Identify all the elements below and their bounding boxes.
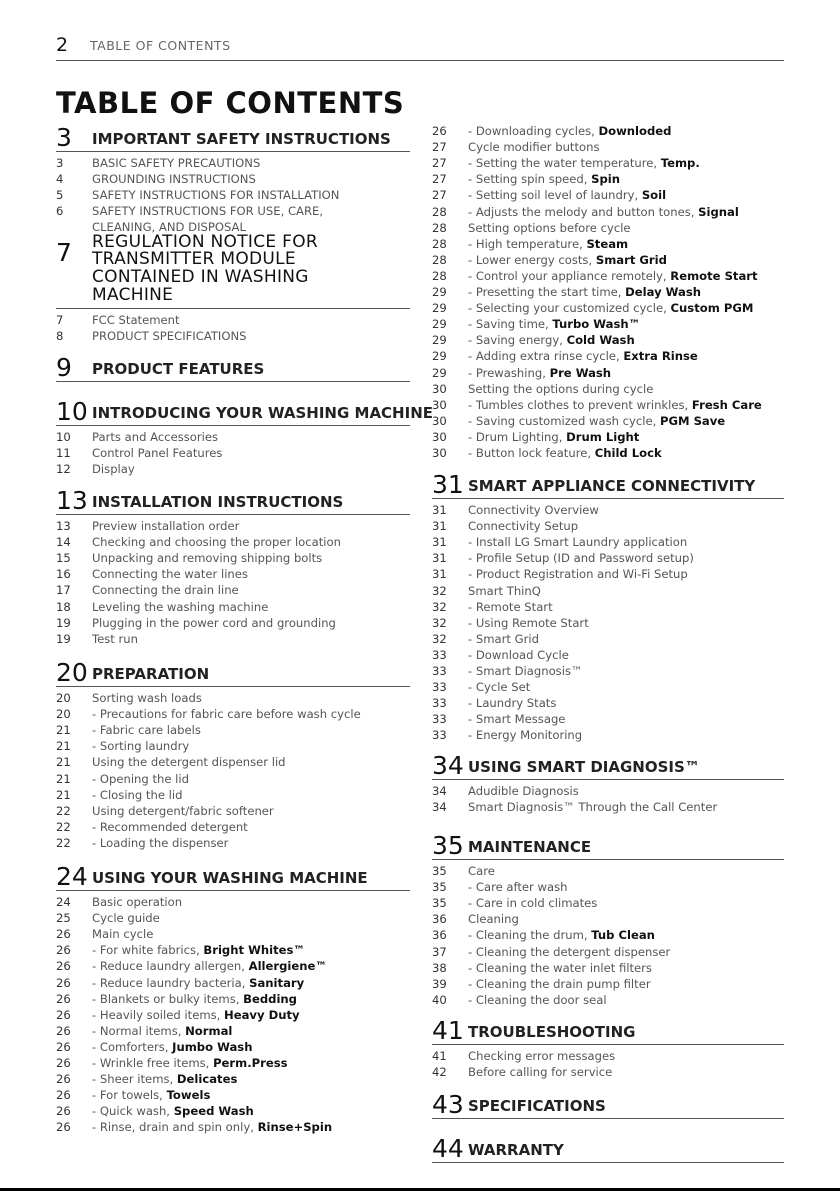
section-title: SMART APPLIANCE CONNECTIVITY [468, 477, 756, 496]
entry-title: - Setting spin speed, Spin [468, 172, 621, 187]
entry-title: Using the detergent dispenser lid [92, 755, 286, 770]
entry-title: - Button lock feature, Child Lock [468, 446, 662, 460]
entry-title: Before calling for service [468, 1065, 613, 1080]
entry-title: Unpacking and removing shipping bolts [92, 551, 323, 566]
entry-page-number: 13 [56, 519, 71, 533]
entry-page-number: 39 [432, 976, 447, 991]
section-heading[interactable] [56, 351, 410, 382]
entry-title: - Cleaning the drain pump filter [468, 976, 651, 991]
entry-title: - For white fabrics, Bright Whites™ [92, 943, 305, 958]
entry-title: Using detergent/fabric softener [92, 803, 274, 818]
entry-page-number: 17 [56, 583, 71, 598]
entry-cycle-name: Downloded [598, 124, 672, 138]
entry-page-number: 30 [432, 397, 447, 412]
entry-title: - Saving time, Turbo Wash™ [468, 317, 641, 332]
entry-title: Smart ThinQ [468, 583, 541, 598]
entry-page-number: 28 [432, 252, 447, 267]
section-title: IMPORTANT SAFETY INSTRUCTIONS [92, 130, 391, 149]
entry-page-number: 28 [432, 236, 447, 251]
section-heading[interactable] [56, 656, 410, 687]
entry-page-number: 33 [432, 728, 447, 743]
entry-title: - Control your appliance remotely, Remote Start [468, 268, 758, 283]
entry-title: BASIC SAFETY PRECAUTIONS [92, 156, 261, 170]
entry-title: Connecting the drain line [92, 583, 239, 598]
entry-page-number: 22 [56, 819, 71, 834]
entry-cycle-name: Heavy Duty [224, 1007, 300, 1022]
entry-title: - Blankets or bulky items, Bedding [92, 991, 297, 1006]
entry-page-number: 34 [432, 784, 447, 798]
entry-title: - Reduce laundry allergen, Allergiene™ [92, 959, 327, 974]
entry-page-number: 34 [432, 800, 447, 815]
entry-title: - Cleaning the drum, Tub Clean [468, 928, 655, 943]
entry-page-number: 42 [432, 1065, 447, 1080]
entry-cycle-name: Tub Clean [591, 928, 655, 943]
entry-title: - Cleaning the door seal [468, 992, 607, 1007]
section-page-number: 9 [56, 353, 72, 382]
entry-page-number: 10 [56, 430, 71, 444]
entry-title: - Smart Diagnosis™ [468, 664, 583, 678]
entry-cycle-name: PGM Save [659, 413, 726, 428]
section-heading[interactable] [56, 484, 410, 515]
entry-page-number: 11 [56, 446, 71, 461]
entry-title: - Smart Grid [468, 631, 539, 646]
entry-title: Cleaning [468, 912, 519, 927]
entry-title: Leveling the washing machine [92, 599, 269, 614]
section-title: PREPARATION [92, 665, 210, 684]
entry-cycle-name: Custom PGM [670, 301, 754, 316]
entry-title: - Precautions for fabric care before wash cycle [92, 707, 361, 722]
entry-page-number: 41 [432, 1049, 447, 1063]
section-title: USING YOUR WASHING MACHINE [92, 869, 368, 888]
entry-page-number: 31 [432, 535, 447, 550]
entry-cycle-name: Bedding [243, 991, 297, 1006]
entry-cycle-name: Fresh Care [691, 397, 762, 412]
entry-title: Plugging in the power cord and grounding [92, 615, 336, 630]
entry-page-number: 38 [432, 960, 447, 975]
section-heading[interactable] [56, 121, 410, 152]
entry-page-number: 24 [56, 895, 71, 909]
entry-title: Connectivity Overview [468, 503, 599, 517]
entry-cycle-name: Bright Whites™ [203, 943, 305, 958]
entry-page-number: 31 [432, 567, 447, 582]
entry-page-number: 32 [432, 615, 447, 630]
entry-title: Main cycle [92, 927, 154, 942]
entry-title: - Download Cycle [468, 647, 569, 662]
entry-cycle-name: Jumbo Wash [172, 1039, 253, 1054]
entry-title: - Fabric care labels [92, 723, 201, 738]
entry-page-number: 26 [56, 927, 71, 942]
entry-title: Test run [92, 631, 138, 646]
entry-title: - Setting soil level of laundry, Soil [468, 188, 667, 203]
entry-title: - Normal items, Normal [92, 1023, 233, 1038]
entry-page-number: 21 [56, 771, 71, 786]
entry-title: - Install LG Smart Laundry application [468, 535, 688, 550]
section-heading[interactable] [432, 829, 784, 860]
entry-page-number: 19 [56, 615, 71, 630]
entry-cycle-name: Towels [166, 1088, 211, 1103]
entry-page-number: 19 [56, 631, 71, 646]
entry-page-number: 22 [56, 835, 71, 850]
entry-page-number: 5 [56, 188, 64, 203]
section-heading[interactable] [56, 395, 433, 426]
entry-title: - Prewashing, Pre Wash [468, 365, 612, 380]
entry-page-number: 29 [432, 365, 447, 380]
entry-title: Checking and choosing the proper location [92, 535, 341, 550]
entry-cycle-name: Cold Wash [566, 333, 635, 348]
entry-cycle-name: Speed Wash [173, 1104, 254, 1119]
entry-page-number: 26 [56, 1007, 71, 1022]
entry-title: - Tumbles clothes to prevent wrinkles, Fresh Care [468, 397, 762, 412]
entry-title: - Cleaning the detergent dispenser [468, 944, 671, 959]
entry-page-number: 26 [56, 1120, 71, 1135]
entry-title: - Adjusts the melody and button tones, Signal [468, 204, 739, 219]
section-title: REGULATION NOTICE FOR TRANSMITTER MODULE CONTAINED IN WASHING MACHINE [92, 231, 319, 306]
entry-title: - Wrinkle free items, Perm.Press [92, 1056, 288, 1070]
entry-page-number: 26 [56, 975, 71, 990]
entry-page-number: 28 [432, 220, 447, 235]
section-heading[interactable] [432, 1088, 784, 1119]
entry-page-number: 26 [432, 124, 447, 138]
entry-title: Connectivity Setup [468, 519, 579, 534]
entry-page-number: 14 [56, 535, 71, 550]
entry-title: Cycle modifier buttons [468, 140, 600, 155]
entry-page-number: 30 [432, 381, 447, 396]
section-page-number: 24 [56, 862, 88, 891]
entry-page-number: 22 [56, 803, 71, 818]
entry-page-number: 29 [432, 285, 447, 299]
entry-title: - Lower energy costs, Smart Grid [468, 252, 667, 267]
entry-cycle-name: Smart Grid [595, 252, 667, 267]
entry-cycle-name: Spin [591, 172, 621, 187]
entry-title: - Cycle Set [468, 680, 531, 695]
entry-page-number: 32 [432, 631, 447, 646]
entry-title: - Reduce laundry bacteria, Sanitary [92, 975, 305, 990]
entry-title: - High temperature, Steam [468, 236, 629, 251]
entry-title: SAFETY INSTRUCTIONS FOR USE, CARE, [92, 204, 324, 219]
entry-page-number: 21 [56, 723, 71, 738]
entry-title: - For towels, Towels [92, 1088, 211, 1103]
entry-title: - Loading the dispenser [92, 835, 229, 850]
entry-title: Display [92, 462, 135, 477]
section-title: PRODUCT FEATURES [92, 360, 265, 379]
entry-cycle-name: Perm.Press [213, 1056, 288, 1070]
entry-page-number: 37 [432, 944, 447, 959]
entry-cycle-name: Turbo Wash™ [552, 317, 641, 332]
entry-title: - Rinse, drain and spin only, Rinse+Spin [92, 1120, 333, 1135]
entry-page-number: 27 [432, 172, 447, 187]
section-heading[interactable] [432, 468, 784, 499]
entry-cycle-name: Normal [185, 1023, 233, 1038]
entry-title: - Care after wash [468, 880, 568, 895]
entry-page-number: 26 [56, 1088, 71, 1103]
entry-page-number: 27 [432, 156, 447, 171]
section-page-number: 13 [56, 486, 88, 515]
entry-title: - Energy Monitoring [468, 728, 583, 743]
section-page-number: 41 [432, 1016, 464, 1045]
entry-page-number: 21 [56, 739, 71, 754]
section-title: INSTALLATION INSTRUCTIONS [92, 493, 344, 512]
entry-title: Preview installation order [92, 519, 240, 533]
section-page-number: 31 [432, 470, 464, 499]
section-title: USING SMART DIAGNOSIS™ [468, 758, 700, 777]
entry-cycle-name: Delay Wash [625, 285, 702, 299]
section-heading[interactable] [432, 749, 784, 780]
entry-cycle-name: Drum Light [566, 429, 640, 444]
entry-cycle-name: Temp. [660, 156, 700, 171]
entry-cycle-name: Pre Wash [549, 365, 612, 380]
entry-page-number: 31 [432, 519, 447, 534]
running-title: TABLE OF CONTENTS [90, 38, 231, 53]
entry-page-number: 27 [432, 140, 447, 155]
entry-page-number: 21 [56, 787, 71, 802]
section-heading[interactable] [56, 860, 410, 891]
entry-title: - Opening the lid [92, 771, 189, 786]
entry-title: Adudible Diagnosis [468, 784, 579, 798]
entry-title: - Saving customized wash cycle, PGM Save [468, 413, 726, 428]
entry-page-number: 27 [432, 188, 447, 203]
entry-title: - Comforters, Jumbo Wash [92, 1039, 253, 1054]
page-title: TABLE OF CONTENTS [56, 86, 405, 120]
entry-page-number: 25 [56, 911, 71, 926]
entry-title: - Recommended detergent [92, 819, 248, 834]
entry-cycle-name: Remote Start [670, 268, 758, 283]
section-page-number: 20 [56, 658, 88, 687]
section-page-number: 34 [432, 751, 464, 780]
entry-cycle-name: Allergiene™ [248, 959, 327, 974]
entry-page-number: 33 [432, 712, 447, 727]
entry-page-number: 18 [56, 599, 71, 614]
section-heading[interactable] [432, 1014, 784, 1045]
entry-page-number: 35 [432, 896, 447, 911]
entry-title: - Profile Setup (ID and Password setup) [468, 551, 694, 566]
entry-page-number: 35 [432, 880, 447, 895]
entry-page-number: 15 [56, 551, 71, 566]
entry-page-number: 26 [56, 1104, 71, 1119]
entry-page-number: 20 [56, 691, 71, 705]
entry-cycle-name: Rinse+Spin [257, 1120, 333, 1135]
entry-title: Basic operation [92, 895, 183, 909]
entry-page-number: 3 [56, 156, 64, 170]
entry-title: - Closing the lid [92, 787, 183, 802]
entry-title: SAFETY INSTRUCTIONS FOR INSTALLATION [92, 188, 340, 203]
entry-page-number: 26 [56, 1023, 71, 1038]
entry-page-number: 7 [56, 313, 64, 327]
entry-cycle-name: Delicates [176, 1072, 238, 1087]
section-page-number: 3 [56, 123, 72, 152]
entry-title: GROUNDING INSTRUCTIONS [92, 172, 256, 187]
entry-title: - Sheer items, Delicates [92, 1072, 238, 1087]
entry-page-number: 31 [432, 503, 447, 517]
entry-cycle-name: Extra Rinse [623, 349, 698, 364]
entry-title: FCC Statement [92, 313, 180, 327]
entry-page-number: 20 [56, 707, 71, 722]
section-heading[interactable] [56, 231, 410, 309]
entry-title: - Sorting laundry [92, 739, 190, 754]
entry-cycle-name: Sanitary [249, 975, 305, 990]
entry-page-number: 26 [56, 1056, 71, 1070]
entry-page-number: 30 [432, 429, 447, 444]
section-title: WARRANTY [468, 1141, 564, 1160]
entry-page-number: 21 [56, 755, 71, 770]
entry-cycle-name: Child Lock [594, 446, 662, 460]
entry-page-number: 36 [432, 928, 447, 943]
entry-page-number: 33 [432, 664, 447, 678]
entry-page-number: 30 [432, 413, 447, 428]
section-page-number: 10 [56, 397, 88, 426]
entry-page-number: 26 [56, 991, 71, 1006]
entry-page-number: 33 [432, 696, 447, 711]
entry-page-number: 12 [56, 462, 71, 477]
entry-page-number: 4 [56, 172, 64, 187]
entry-title: Checking error messages [468, 1049, 616, 1063]
entry-title: - Adding extra rinse cycle, Extra Rinse [468, 349, 698, 364]
section-title: TROUBLESHOOTING [468, 1023, 636, 1042]
entry-page-number: 29 [432, 317, 447, 332]
section-title: SPECIFICATIONS [468, 1097, 606, 1116]
entry-page-number: 32 [432, 599, 447, 614]
entry-page-number: 29 [432, 349, 447, 364]
entry-page-number: 16 [56, 567, 71, 582]
entry-title: Connecting the water lines [92, 567, 248, 582]
entry-page-number: 33 [432, 680, 447, 695]
entry-page-number: 29 [432, 333, 447, 348]
entry-page-number: 26 [56, 959, 71, 974]
entry-page-number: 26 [56, 1039, 71, 1054]
entry-title: PRODUCT SPECIFICATIONS [92, 329, 247, 344]
entry-page-number: 6 [56, 204, 64, 219]
entry-title: - Laundry Stats [468, 696, 557, 711]
section-heading[interactable] [432, 1132, 784, 1163]
section-page-number: 7 [56, 238, 72, 267]
entry-title: - Drum Lighting, Drum Light [468, 429, 640, 444]
section-page-number: 35 [432, 831, 464, 860]
entry-title: - Setting the water temperature, Temp. [468, 156, 700, 171]
entry-title: - Quick wash, Speed Wash [92, 1104, 254, 1119]
entry-title: - Using Remote Start [468, 615, 589, 630]
entry-title: Care [468, 864, 495, 878]
entry-title: Parts and Accessories [92, 430, 219, 444]
entry-title: - Selecting your customized cycle, Custom PGM [468, 301, 754, 316]
section-title: MAINTENANCE [468, 838, 592, 857]
entry-title: - Care in cold climates [468, 896, 598, 911]
entry-title: - Smart Message [468, 712, 566, 727]
page-number: 2 [56, 34, 69, 56]
entry-page-number: 28 [432, 268, 447, 283]
section-title: INTRODUCING YOUR WASHING MACHINE [92, 404, 433, 423]
entry-title: Smart Diagnosis™ Through the Call Center [468, 800, 718, 815]
entry-title: - Remote Start [468, 599, 553, 614]
entry-page-number: 30 [432, 446, 447, 460]
page-header [56, 34, 784, 61]
entry-title: - Cleaning the water inlet filters [468, 960, 652, 975]
entry-page-number: 33 [432, 647, 447, 662]
entry-page-number: 28 [432, 204, 447, 219]
entry-title: - Presetting the start time, Delay Wash [468, 285, 702, 299]
entry-page-number: 36 [432, 912, 447, 927]
entry-cycle-name: Steam [586, 236, 629, 251]
entry-page-number: 31 [432, 551, 447, 566]
entry-page-number: 8 [56, 329, 64, 344]
entry-page-number: 29 [432, 301, 447, 316]
entry-title: - Heavily soiled items, Heavy Duty [92, 1007, 300, 1022]
entry-page-number: 35 [432, 864, 447, 878]
entry-title: - Product Registration and Wi-Fi Setup [468, 567, 688, 582]
entry-page-number: 40 [432, 992, 447, 1007]
entry-title: Cycle guide [92, 911, 160, 926]
entry-page-number: 26 [56, 1072, 71, 1087]
entry-title: CLEANING, AND DISPOSAL [92, 220, 246, 235]
entry-title: Setting options before cycle [468, 220, 631, 235]
entry-title: Sorting wash loads [92, 691, 202, 705]
entry-cycle-name: Soil [641, 188, 667, 203]
entry-page-number: 26 [56, 943, 71, 958]
entry-cycle-name: Signal [698, 204, 739, 219]
entry-title: - Saving energy, Cold Wash [468, 333, 635, 348]
entry-title: Control Panel Features [92, 446, 223, 461]
section-page-number: 44 [432, 1134, 464, 1163]
entry-title: - Downloading cycles, Downloded [468, 124, 672, 138]
entry-page-number: 32 [432, 583, 447, 598]
entry-title: Setting the options during cycle [468, 381, 654, 396]
section-page-number: 43 [432, 1090, 464, 1119]
